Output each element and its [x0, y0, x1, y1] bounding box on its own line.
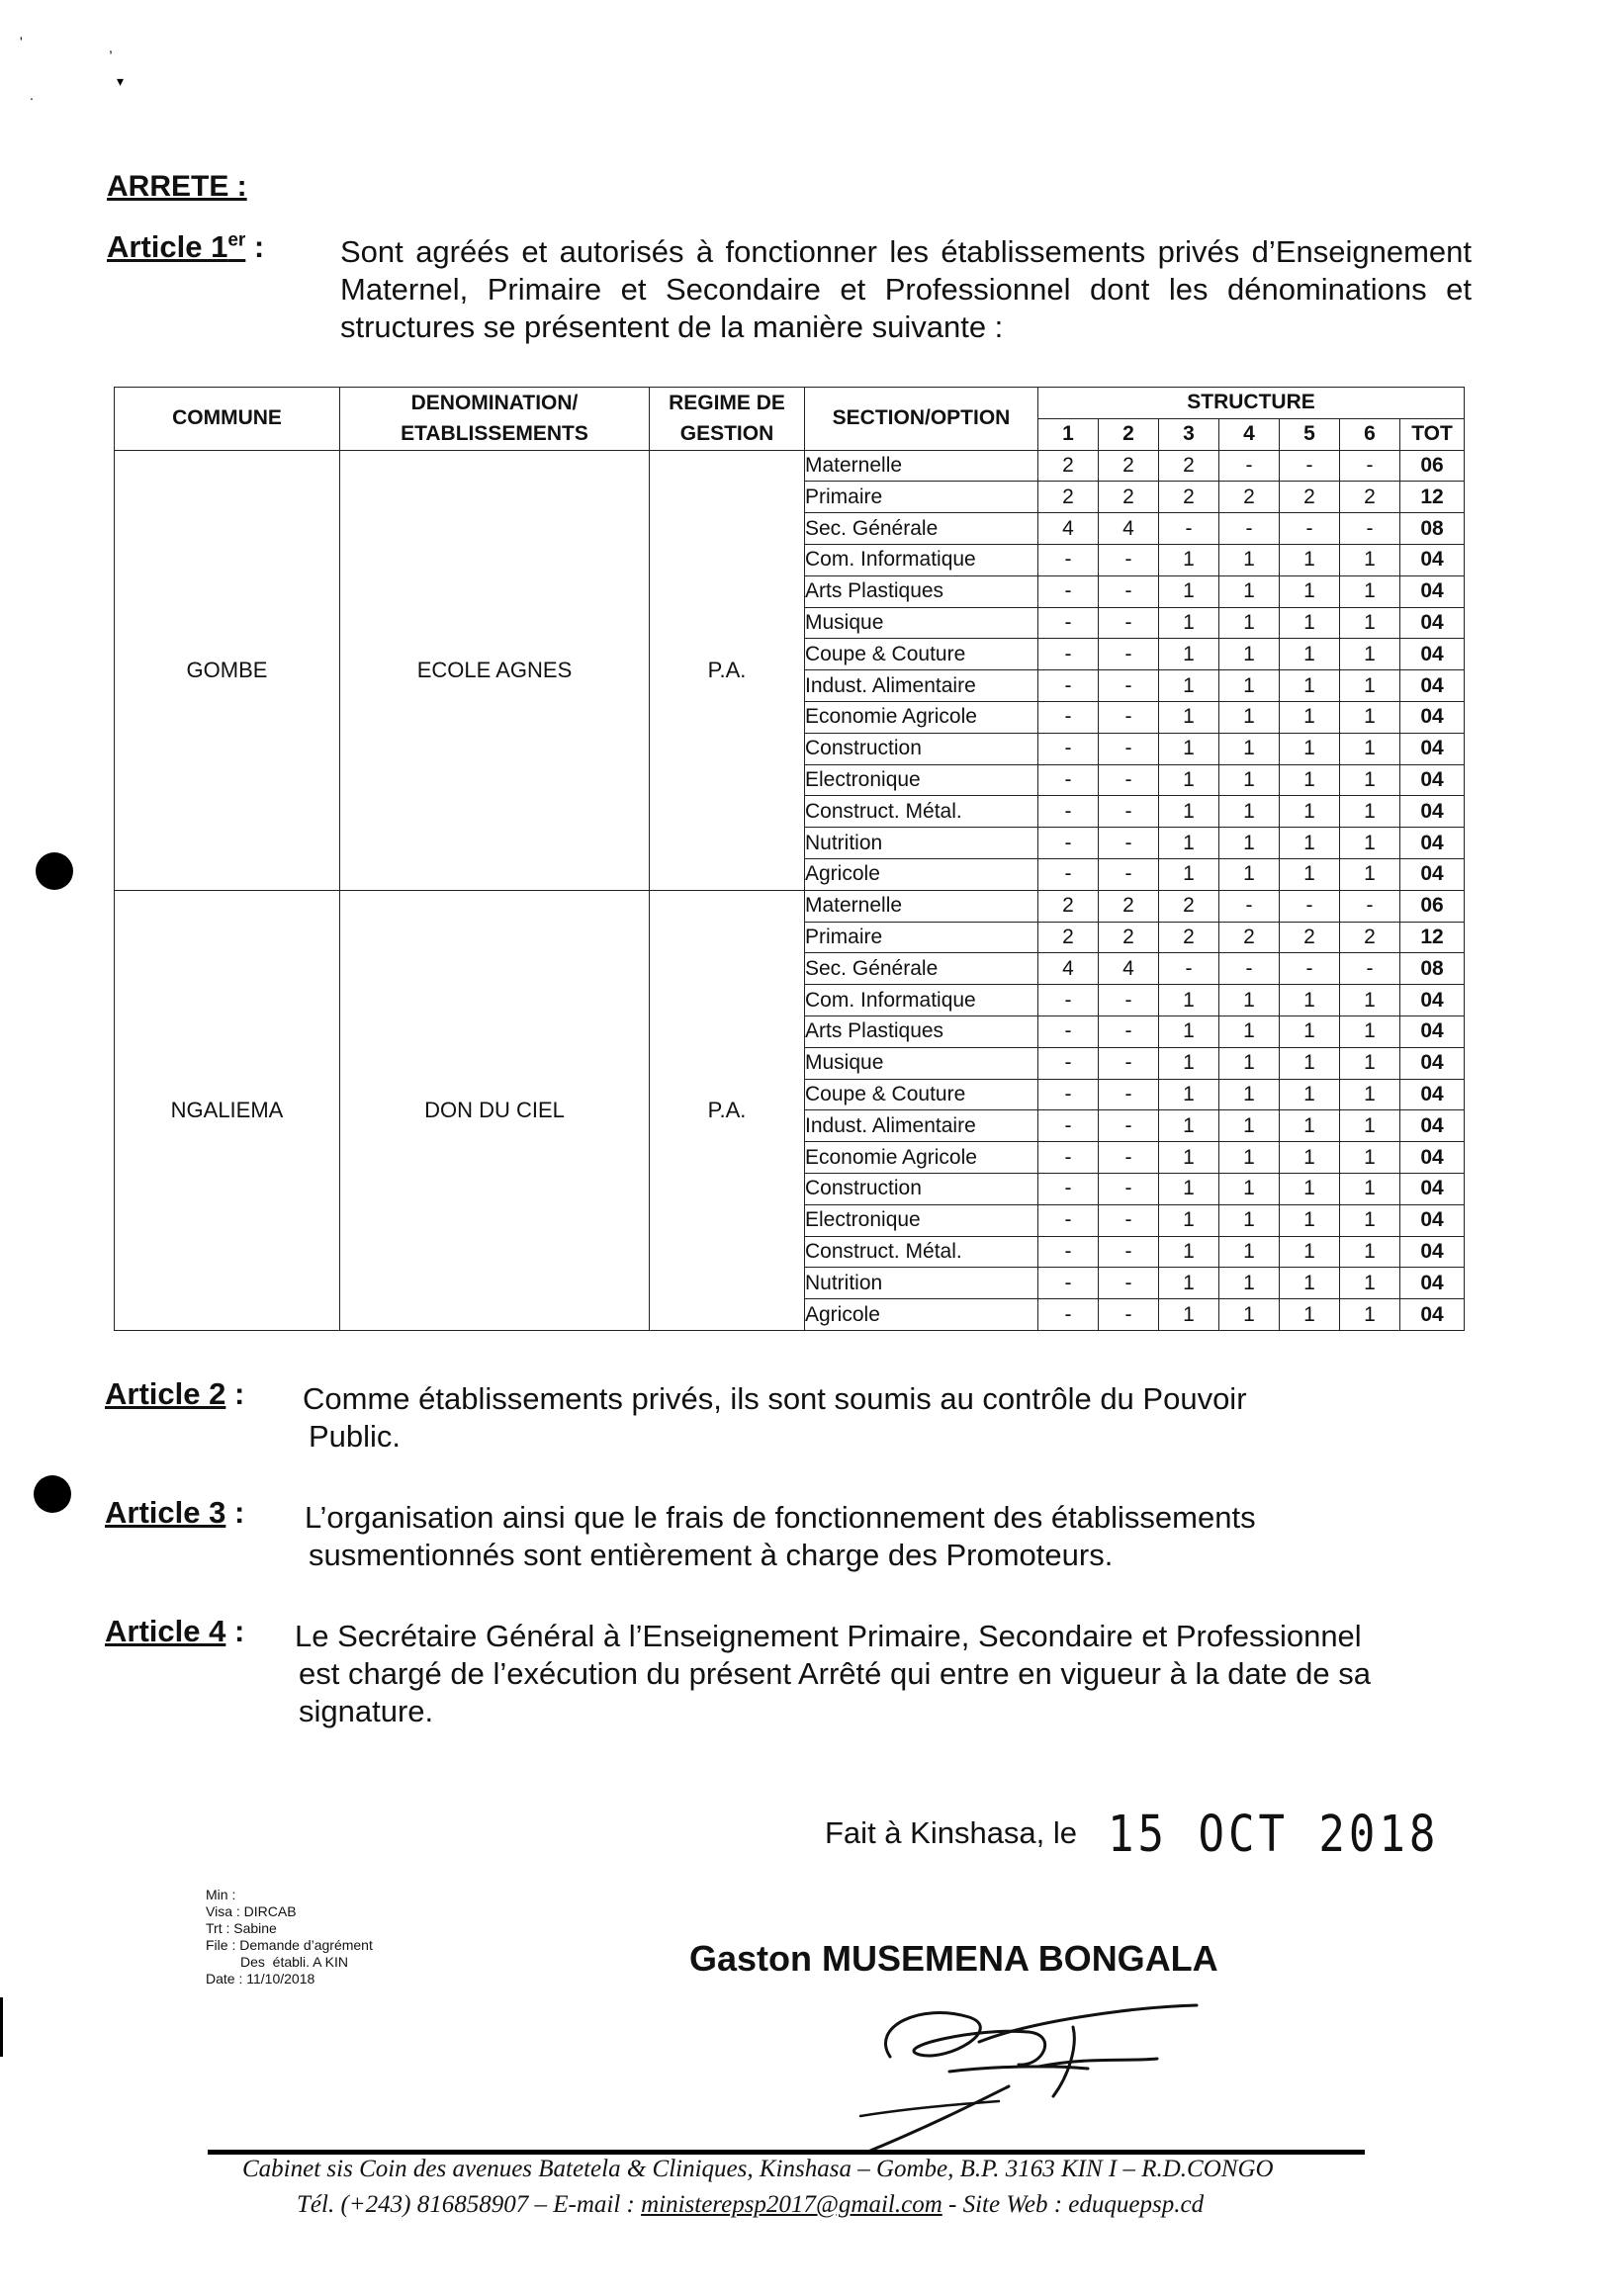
structure-value-cell: 1 [1280, 1204, 1340, 1236]
etablissement-cell: ECOLE AGNES [340, 450, 650, 890]
section-option-cell: Construction [805, 1173, 1038, 1204]
structure-value-cell: 1 [1159, 1110, 1219, 1142]
structure-value-cell: - [1099, 1016, 1159, 1047]
header-col-6: 6 [1340, 418, 1400, 450]
article-4-label-colon: : [225, 1614, 245, 1648]
section-option-cell: Construction [805, 733, 1038, 764]
total-cell: 04 [1400, 1079, 1465, 1110]
structure-value-cell: - [1099, 985, 1159, 1016]
structure-value-cell: 1 [1159, 764, 1219, 796]
structure-value-cell: 1 [1219, 1204, 1280, 1236]
structure-value-cell: - [1038, 670, 1099, 702]
structure-value-cell: 2 [1159, 482, 1219, 513]
structure-value-cell: 2 [1340, 922, 1400, 953]
structure-value-cell: 1 [1280, 1047, 1340, 1079]
structure-value-cell: 1 [1159, 796, 1219, 828]
structure-value-cell: 1 [1280, 607, 1340, 639]
structure-value-cell: - [1280, 450, 1340, 482]
total-cell: 04 [1400, 764, 1465, 796]
file-meta-line: Visa : DIRCAB [206, 1903, 297, 1919]
section-option-cell: Arts Plastiques [805, 575, 1038, 607]
structure-value-cell: 1 [1280, 1299, 1340, 1331]
article-3-label-text: Article 3 [105, 1495, 226, 1530]
table-row [115, 450, 1465, 482]
structure-value-cell: 1 [1340, 733, 1400, 764]
commune-cell: GOMBE [115, 450, 340, 890]
structure-value-cell: 2 [1038, 482, 1099, 513]
structure-value-cell: 1 [1340, 701, 1400, 733]
structure-value-cell: 1 [1159, 670, 1219, 702]
section-option-cell: Economie Agricole [805, 701, 1038, 733]
header-col-tot: TOT [1400, 418, 1465, 450]
structure-value-cell: 1 [1219, 1236, 1280, 1268]
structure-value-cell: 1 [1219, 1016, 1280, 1047]
structure-value-cell: 1 [1219, 828, 1280, 859]
structure-value-cell: - [1099, 764, 1159, 796]
total-cell: 08 [1400, 953, 1465, 985]
file-metadata [206, 1887, 373, 1987]
article-2-label-colon: : [225, 1376, 245, 1411]
structure-value-cell: 1 [1280, 1110, 1340, 1142]
article-3-line-2: susmentionnés sont entièrement à charge des Promoteurs. [309, 1538, 1114, 1572]
structure-value-cell: 1 [1280, 701, 1340, 733]
structure-value-cell: 1 [1219, 1047, 1280, 1079]
structure-value-cell: 1 [1159, 985, 1219, 1016]
structure-value-cell: 2 [1099, 890, 1159, 922]
structure-value-cell: 1 [1219, 1079, 1280, 1110]
structure-value-cell: 1 [1280, 764, 1340, 796]
structure-value-cell: - [1038, 1142, 1099, 1174]
structure-value-cell: 1 [1159, 1268, 1219, 1299]
structure-value-cell: 1 [1219, 670, 1280, 702]
article-3-label-colon: : [225, 1495, 245, 1530]
structure-value-cell: 1 [1280, 670, 1340, 702]
structure-value-cell: 2 [1219, 922, 1280, 953]
structure-value-cell: 1 [1340, 575, 1400, 607]
structure-value-cell: 1 [1219, 1173, 1280, 1204]
structure-value-cell: - [1099, 670, 1159, 702]
section-option-cell: Com. Informatique [805, 544, 1038, 575]
structure-value-cell: - [1280, 513, 1340, 545]
header-denomination: DENOMINATION/ ETABLISSEMENTS [340, 388, 650, 451]
structure-value-cell: 1 [1280, 828, 1340, 859]
total-cell: 04 [1400, 1204, 1465, 1236]
structure-value-cell: 1 [1159, 544, 1219, 575]
structure-value-cell: 1 [1280, 639, 1340, 670]
structure-value-cell: 1 [1159, 1047, 1219, 1079]
structure-value-cell: - [1038, 828, 1099, 859]
structure-value-cell: - [1340, 513, 1400, 545]
footer-phone: Tél. (+243) 816858907 – E-mail : [297, 2191, 635, 2218]
structure-value-cell: 1 [1280, 1236, 1340, 1268]
structure-value-cell: 2 [1280, 482, 1340, 513]
structure-value-cell: 1 [1340, 796, 1400, 828]
structure-value-cell: 1 [1159, 1299, 1219, 1331]
section-option-cell: Musique [805, 607, 1038, 639]
structure-value-cell: 1 [1280, 544, 1340, 575]
structure-value-cell: 1 [1159, 639, 1219, 670]
structure-value-cell: 1 [1219, 1142, 1280, 1174]
structure-value-cell: 1 [1159, 1079, 1219, 1110]
structure-value-cell: - [1099, 1299, 1159, 1331]
structure-value-cell: 1 [1159, 701, 1219, 733]
section-option-cell: Arts Plastiques [805, 1016, 1038, 1047]
structure-value-cell: 1 [1219, 1110, 1280, 1142]
structure-value-cell: - [1340, 450, 1400, 482]
section-option-cell: Sec. Générale [805, 513, 1038, 545]
header-section: SECTION/OPTION [805, 388, 1038, 451]
structure-value-cell: 1 [1340, 1173, 1400, 1204]
section-option-cell: Coupe & Couture [805, 1079, 1038, 1110]
article-2-line-2: Public. [309, 1419, 402, 1454]
section-option-cell: Electronique [805, 764, 1038, 796]
structure-value-cell: - [1038, 639, 1099, 670]
header-regime: REGIME DE GESTION [650, 388, 805, 451]
structure-value-cell: 1 [1219, 764, 1280, 796]
total-cell: 04 [1400, 733, 1465, 764]
structure-value-cell: 4 [1038, 953, 1099, 985]
section-option-cell: Maternelle [805, 450, 1038, 482]
structure-value-cell: 4 [1099, 513, 1159, 545]
structure-value-cell: 2 [1340, 482, 1400, 513]
structure-value-cell: 1 [1340, 828, 1400, 859]
structure-value-cell: 1 [1219, 796, 1280, 828]
structure-value-cell: 1 [1219, 858, 1280, 890]
structure-value-cell: - [1340, 890, 1400, 922]
structure-value-cell: 2 [1038, 450, 1099, 482]
structure-value-cell: 1 [1340, 1268, 1400, 1299]
table-row [115, 890, 1465, 922]
structure-value-cell: 1 [1340, 607, 1400, 639]
handwritten-signature [831, 1987, 1216, 2156]
article-1-label-colon: : [245, 229, 265, 264]
structure-value-cell: 1 [1280, 858, 1340, 890]
structure-value-cell: - [1038, 733, 1099, 764]
article-2-label-text: Article 2 [105, 1376, 226, 1411]
article-1-label-base: Article 1 [107, 229, 228, 264]
structure-value-cell: 1 [1219, 985, 1280, 1016]
structure-value-cell: - [1038, 1204, 1099, 1236]
article-4-line-1: Le Secrétaire Général à l’Enseignement Primaire, Secondaire et Professionnel [295, 1619, 1362, 1653]
structure-value-cell: 2 [1159, 922, 1219, 953]
structure-value-cell: - [1038, 764, 1099, 796]
file-meta-line: Trt : Sabine [206, 1920, 277, 1936]
structure-value-cell: 1 [1340, 639, 1400, 670]
footer-website: - Site Web : eduquepsp.cd [948, 2191, 1205, 2218]
structure-value-cell: 2 [1038, 922, 1099, 953]
structure-value-cell: 1 [1219, 607, 1280, 639]
structure-value-cell: 1 [1219, 733, 1280, 764]
scan-speck: ' [20, 34, 23, 49]
section-option-cell: Construct. Métal. [805, 1236, 1038, 1268]
structure-value-cell: - [1038, 575, 1099, 607]
total-cell: 04 [1400, 985, 1465, 1016]
structure-value-cell: - [1099, 1204, 1159, 1236]
total-cell: 04 [1400, 1299, 1465, 1331]
article-4-line-2: est chargé de l’exécution du présent Arrêté qui entre en vigueur à la date de sa [299, 1656, 1371, 1691]
file-meta-line: Min : [206, 1887, 236, 1902]
structure-value-cell: - [1099, 701, 1159, 733]
structure-value-cell: 1 [1280, 796, 1340, 828]
structure-value-cell: - [1038, 1236, 1099, 1268]
scan-speck: . [30, 87, 34, 103]
header-commune: COMMUNE [115, 388, 340, 451]
header-col-3: 3 [1159, 418, 1219, 450]
structure-value-cell: - [1159, 953, 1219, 985]
signatory-name: Gaston MUSEMENA BONGALA [689, 1938, 1218, 1979]
structure-value-cell: 1 [1280, 985, 1340, 1016]
article-1-text: Sont agréés et autorisés à fonctionner les établissements privés d’Enseignement Maternel, Primaire et Secondaire et Professionnel dont les dénominations et structures se présentent de la manière suivante : [340, 234, 1472, 344]
structure-value-cell: - [1280, 890, 1340, 922]
total-cell: 04 [1400, 670, 1465, 702]
total-cell: 04 [1400, 1173, 1465, 1204]
structure-value-cell: - [1219, 890, 1280, 922]
total-cell: 08 [1400, 513, 1465, 545]
footer-email-link[interactable]: ministerepsp2017@gmail.com [641, 2191, 942, 2218]
structure-value-cell: 1 [1159, 733, 1219, 764]
total-cell: 04 [1400, 828, 1465, 859]
structure-value-cell: 1 [1159, 1236, 1219, 1268]
structure-value-cell: - [1038, 1079, 1099, 1110]
article-1-label-sup: er [227, 229, 246, 251]
structure-value-cell: 1 [1219, 701, 1280, 733]
structure-value-cell: - [1099, 575, 1159, 607]
total-cell: 04 [1400, 1268, 1465, 1299]
structure-value-cell: 1 [1340, 544, 1400, 575]
structure-value-cell: 1 [1159, 1204, 1219, 1236]
structure-value-cell: - [1038, 985, 1099, 1016]
decree-heading: ARRETE : [107, 170, 247, 203]
etablissement-cell: DON DU CIEL [340, 890, 650, 1330]
structure-value-cell: 1 [1159, 858, 1219, 890]
structure-value-cell: 1 [1219, 544, 1280, 575]
structure-value-cell: - [1219, 450, 1280, 482]
article-2-label [105, 1376, 244, 1412]
file-meta-line: File : Demande d’agrément [206, 1937, 373, 1953]
structure-value-cell: - [1099, 607, 1159, 639]
structure-value-cell: - [1038, 1173, 1099, 1204]
structure-table [114, 387, 1465, 1331]
structure-value-cell: - [1099, 1236, 1159, 1268]
structure-value-cell: 1 [1280, 1173, 1340, 1204]
structure-value-cell: - [1099, 733, 1159, 764]
footer-contact [297, 2191, 1204, 2219]
structure-value-cell: - [1099, 1268, 1159, 1299]
structure-value-cell: 2 [1159, 890, 1219, 922]
article-3-line-1: L’organisation ainsi que le frais de fonctionnement des établissements [305, 1500, 1256, 1535]
structure-value-cell: 1 [1340, 1236, 1400, 1268]
structure-table-body [115, 450, 1465, 1330]
structure-value-cell: 1 [1159, 1173, 1219, 1204]
structure-value-cell: 1 [1340, 858, 1400, 890]
structure-value-cell: - [1280, 953, 1340, 985]
structure-value-cell: 1 [1219, 1268, 1280, 1299]
section-option-cell: Indust. Alimentaire [805, 670, 1038, 702]
article-3-label [105, 1495, 244, 1531]
structure-value-cell: - [1099, 858, 1159, 890]
total-cell: 04 [1400, 796, 1465, 828]
header-col-1: 1 [1038, 418, 1099, 450]
total-cell: 04 [1400, 1110, 1465, 1142]
section-option-cell: Maternelle [805, 890, 1038, 922]
section-option-cell: Com. Informatique [805, 985, 1038, 1016]
structure-value-cell: 1 [1340, 1299, 1400, 1331]
scan-speck: , [109, 40, 113, 55]
structure-value-cell: 2 [1099, 482, 1159, 513]
structure-value-cell: - [1038, 1047, 1099, 1079]
structure-value-cell: 1 [1340, 670, 1400, 702]
structure-value-cell: 1 [1280, 1016, 1340, 1047]
structure-value-cell: 1 [1340, 985, 1400, 1016]
date-stamp: 15 OCT 2018 [1108, 1806, 1440, 1864]
commune-cell: NGALIEMA [115, 890, 340, 1330]
structure-value-cell: 1 [1340, 764, 1400, 796]
section-option-cell: Economie Agricole [805, 1142, 1038, 1174]
total-cell: 04 [1400, 544, 1465, 575]
article-1-label [107, 229, 264, 265]
structure-value-cell: 1 [1219, 1299, 1280, 1331]
total-cell: 04 [1400, 1047, 1465, 1079]
total-cell: 06 [1400, 450, 1465, 482]
section-option-cell: Coupe & Couture [805, 639, 1038, 670]
structure-value-cell: - [1099, 1110, 1159, 1142]
structure-value-cell: 1 [1280, 1142, 1340, 1174]
total-cell: 04 [1400, 607, 1465, 639]
structure-value-cell: 1 [1159, 828, 1219, 859]
structure-value-cell: 2 [1159, 450, 1219, 482]
structure-value-cell: - [1099, 639, 1159, 670]
section-option-cell: Electronique [805, 1204, 1038, 1236]
structure-value-cell: 2 [1219, 482, 1280, 513]
structure-value-cell: - [1038, 701, 1099, 733]
file-meta-line: Des établi. A KIN [206, 1954, 348, 1970]
structure-value-cell: - [1038, 1110, 1099, 1142]
structure-value-cell: 2 [1099, 450, 1159, 482]
structure-value-cell: - [1159, 513, 1219, 545]
structure-value-cell: - [1099, 1173, 1159, 1204]
total-cell: 12 [1400, 922, 1465, 953]
structure-value-cell: - [1099, 1142, 1159, 1174]
structure-value-cell: - [1038, 1299, 1099, 1331]
section-option-cell: Indust. Alimentaire [805, 1110, 1038, 1142]
total-cell: 04 [1400, 1142, 1465, 1174]
header-structure: STRUCTURE [1038, 388, 1465, 419]
structure-value-cell: - [1038, 858, 1099, 890]
footer-divider [208, 2150, 1365, 2155]
structure-value-cell: 4 [1099, 953, 1159, 985]
punch-hole [36, 852, 73, 890]
structure-value-cell: 1 [1340, 1110, 1400, 1142]
structure-value-cell: - [1038, 1268, 1099, 1299]
structure-value-cell: 1 [1280, 1079, 1340, 1110]
total-cell: 04 [1400, 1016, 1465, 1047]
section-option-cell: Nutrition [805, 1268, 1038, 1299]
structure-value-cell: - [1099, 544, 1159, 575]
structure-value-cell: 2 [1099, 922, 1159, 953]
article-2-line-1: Comme établissements privés, ils sont soumis au contrôle du Pouvoir [303, 1381, 1247, 1416]
structure-value-cell: - [1038, 544, 1099, 575]
section-option-cell: Primaire [805, 482, 1038, 513]
header-col-4: 4 [1219, 418, 1280, 450]
structure-value-cell: - [1219, 513, 1280, 545]
article-4-label [105, 1614, 244, 1649]
total-cell: 04 [1400, 701, 1465, 733]
scan-speck: ▾ [117, 73, 125, 89]
section-option-cell: Primaire [805, 922, 1038, 953]
section-option-cell: Nutrition [805, 828, 1038, 859]
place-date: Fait à Kinshasa, le [825, 1815, 1078, 1850]
article-4-label-text: Article 4 [105, 1614, 226, 1648]
structure-value-cell: - [1099, 1047, 1159, 1079]
structure-value-cell: 2 [1038, 890, 1099, 922]
total-cell: 04 [1400, 1236, 1465, 1268]
structure-value-cell: - [1099, 1079, 1159, 1110]
structure-value-cell: 1 [1340, 1204, 1400, 1236]
punch-hole [34, 1475, 71, 1513]
scan-margin-mark [0, 1997, 3, 2057]
section-option-cell: Musique [805, 1047, 1038, 1079]
structure-value-cell: 1 [1159, 1016, 1219, 1047]
structure-value-cell: 1 [1159, 1142, 1219, 1174]
structure-value-cell: 1 [1340, 1016, 1400, 1047]
total-cell: 04 [1400, 639, 1465, 670]
header-col-5: 5 [1280, 418, 1340, 450]
structure-value-cell: 1 [1280, 733, 1340, 764]
regime-cell: P.A. [650, 890, 805, 1330]
regime-cell: P.A. [650, 450, 805, 890]
structure-value-cell: 1 [1280, 575, 1340, 607]
section-option-cell: Sec. Générale [805, 953, 1038, 985]
section-option-cell: Agricole [805, 1299, 1038, 1331]
structure-value-cell: - [1038, 796, 1099, 828]
structure-value-cell: - [1099, 828, 1159, 859]
structure-value-cell: 1 [1340, 1047, 1400, 1079]
header-col-2: 2 [1099, 418, 1159, 450]
structure-value-cell: 1 [1159, 607, 1219, 639]
structure-table-wrap [114, 387, 1464, 1331]
structure-value-cell: 2 [1280, 922, 1340, 953]
article-1-label-text [107, 229, 245, 264]
section-option-cell: Agricole [805, 858, 1038, 890]
file-meta-line: Date : 11/10/2018 [206, 1971, 315, 1987]
structure-value-cell: - [1340, 953, 1400, 985]
structure-value-cell: 1 [1159, 575, 1219, 607]
structure-value-cell: 1 [1219, 575, 1280, 607]
structure-value-cell: - [1219, 953, 1280, 985]
total-cell: 04 [1400, 575, 1465, 607]
section-option-cell: Construct. Métal. [805, 796, 1038, 828]
structure-value-cell: - [1038, 1016, 1099, 1047]
footer-address: Cabinet sis Coin des avenues Batetela & Cliniques, Kinshasa – Gombe, B.P. 3163 KIN I – R.D.CONGO [242, 2156, 1274, 2182]
structure-value-cell: 4 [1038, 513, 1099, 545]
total-cell: 12 [1400, 482, 1465, 513]
structure-value-cell: 1 [1340, 1079, 1400, 1110]
total-cell: 06 [1400, 890, 1465, 922]
total-cell: 04 [1400, 858, 1465, 890]
structure-value-cell: 1 [1340, 1142, 1400, 1174]
structure-value-cell: - [1099, 796, 1159, 828]
structure-value-cell: - [1038, 607, 1099, 639]
structure-value-cell: 1 [1219, 639, 1280, 670]
article-4-line-3: signature. [299, 1694, 434, 1728]
structure-value-cell: 1 [1280, 1268, 1340, 1299]
